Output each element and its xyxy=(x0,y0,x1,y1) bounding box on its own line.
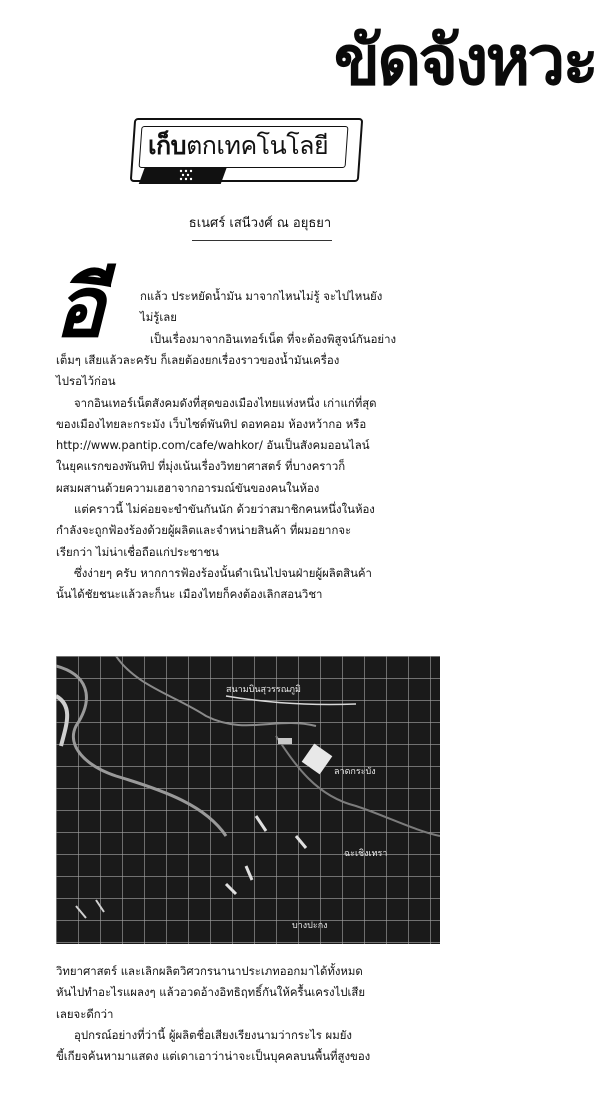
dot-pattern-icon xyxy=(178,168,198,182)
text-line: เรียกว่า ไม่น่าเชื่อถือแก่ประชาชน xyxy=(56,544,219,559)
column-title xyxy=(148,128,328,164)
text-line: แต่คราวนี้ ไม่ค่อยจะขำขันกันนัก ด้วยว่าสมาชิกคนหนึ่งในห้อง xyxy=(74,502,375,517)
body-paragraph xyxy=(56,350,377,606)
text-line: เป็นเรื่องมาจากอินเทอร์เน็ต ที่จะต้องพิสูจน์กันอย่าง xyxy=(150,331,397,346)
text-line: หันไปทำอะไรแผลงๆ แล้วอวดอ้างอิทธิฤทธิ์กันให้ครื้นเครงไปเสีย xyxy=(56,985,366,1000)
dropcap: อี xyxy=(54,257,105,356)
text-line: ซึ่งง่ายๆ ครับ หากการฟ้องร้องนั้นดำเนินไปจนฝ่ายผู้ผลิตสินค้า xyxy=(74,565,372,580)
text-line: ไปรอไว้ก่อน xyxy=(56,374,116,389)
byline-rule xyxy=(192,240,332,241)
map-label: บางปะกง xyxy=(292,921,328,931)
map-label: สนามบินสุวรรณภูมิ xyxy=(226,685,301,695)
satellite-photo xyxy=(56,656,440,944)
text-line: จากอินเทอร์เน็ตสังคมดังที่สุดของเมืองไทยแห่งหนึ่ง เก่าแก่ที่สุด xyxy=(74,395,377,410)
intro-paragraph xyxy=(140,286,396,350)
continued-paragraph xyxy=(56,961,370,1067)
text-line: วิทยาศาสตร์ และเลิกผลิตวิศวกรนานาประเภทออกมาได้ทั้งหมด xyxy=(56,964,363,978)
column-title-bold: เก็บ xyxy=(148,131,187,160)
map-label: ลาดกระบัง xyxy=(334,767,376,777)
text-line: ในยุคแรกของพันทิป ที่มุ่งเน้นเรื่องวิทยาศาสตร์ ที่บางคราวก็ xyxy=(56,459,346,474)
headline: ขัดจังหวะ xyxy=(333,22,596,101)
text-line: เต็มๆ เสียแล้วละครับ ก็เลยต้องยกเรื่องราวของน้ำมันเครื่อง xyxy=(56,353,340,367)
text-line: ของเมืองไทยละกระมัง เว็บไซต์พันทิป ดอทคอม ห้องหว้ากอ หรือ xyxy=(56,416,367,431)
text-line: ไม่รู้เลย xyxy=(140,310,177,325)
text-line: ขี้เกียจค้นหามาแสดง แต่เดาเอาว่าน่าจะเป็นบุคคลบนพื้นที่สูงของ xyxy=(56,1049,371,1064)
column-logo xyxy=(132,118,357,190)
text-line: กแล้ว ประหยัดน้ำมัน มาจากไหนไม่รู้ จะไปไหนยัง xyxy=(140,289,383,303)
text-line: อุปกรณ์อย่างที่ว่านี้ ผู้ผลิตชื่อเสียงเรียงนามว่ากระไร ผมยัง xyxy=(74,1027,352,1042)
column-title-rest: ตกเทคโนโลยี xyxy=(186,131,329,160)
text-line: ผสมผสานด้วยความเฮฮาจากอารมณ์ขันของคนในห้อง xyxy=(56,480,320,495)
text-line: นั้นได้ชัยชนะแล้วละก็นะ เมืองไทยก็คงต้องเลิกสอนวิชา xyxy=(56,587,323,602)
map-label: ฉะเชิงเทรา xyxy=(344,849,388,859)
satellite-photo-graphic xyxy=(56,656,440,944)
text-line: เลยจะดีกว่า xyxy=(56,1006,114,1021)
byline: ธเนศร์ เสนีวงศ์ ณ อยุธยา xyxy=(188,216,332,231)
text-line: http://www.pantip.com/cafe/wahkor/ อันเป็นสังคมออนไลน์ xyxy=(56,438,370,453)
text-line: กำลังจะถูกฟ้องร้องด้วยผู้ผลิตและจำหน่ายสินค้า ที่ผมอยากจะ xyxy=(56,523,352,538)
